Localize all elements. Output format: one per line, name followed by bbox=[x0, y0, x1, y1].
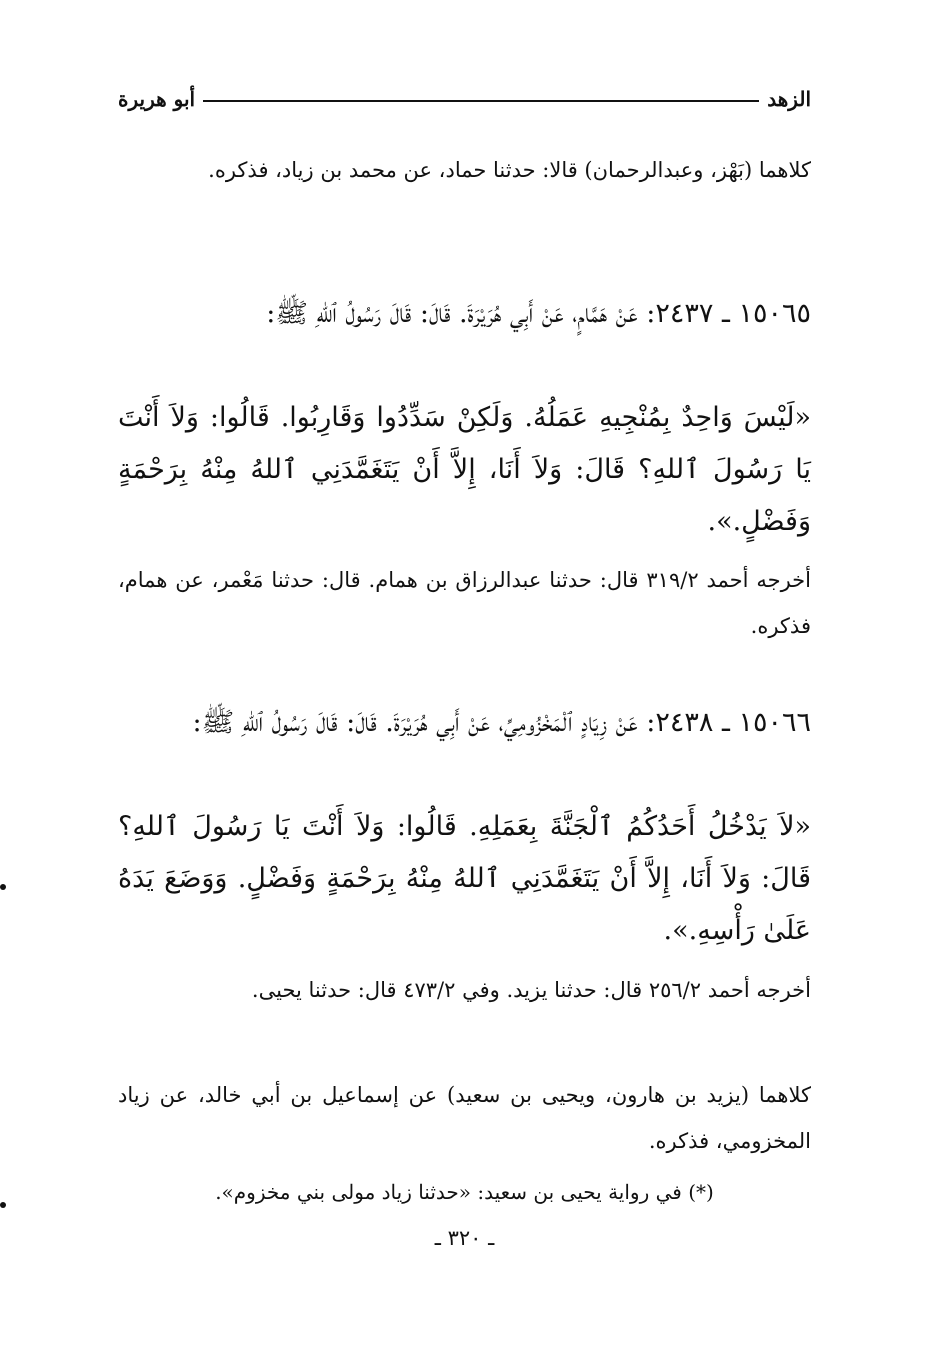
takhrij-15065: أخرجه أحمد ٣١٩/٢ قال: حدثنا عبدالرزاق بن همام. قال: حدثنا مَعْمر، عن همام، فذكره. bbox=[118, 568, 811, 638]
hadith-15065-text: «لَيْسَ وَاحِدٌ بِمُنْجِيهِ عَمَلُهُ. وَلَكِنْ سَدِّدُوا وَقَارِبُوا. قَالُوا: وَلاَ أَنْتَ يَا رَسُولَ ٱللهِ؟ قَالَ: وَلاَ أَنَا، إِلاَّ أَنْ يَتَغَمَّدَنِي ٱللهُ مِنْهُ بِرَحْمَةٍ وَفَضْلٍ.». bbox=[118, 402, 811, 537]
hadith-15066-text: «لاَ يَدْخُلُ أَحَدُكُمُ ٱلْجَنَّةَ بِعَمَلِهِ. قَالُوا: وَلاَ أَنْتَ يَا رَسُولَ ٱللهِ؟ قَالَ: وَلاَ أَنَا، إِلاَّ أَنْ يَتَغَمَّدَنِي ٱللهُ مِنْهُ بِرَحْمَةٍ وَفَضْلٍ. وَوَضَعَ يَدَهُ عَلَىٰ رَأْسِهِ.». bbox=[118, 811, 811, 946]
header-rule bbox=[203, 100, 759, 102]
page-number: ـ ٣٢٠ ـ bbox=[434, 1226, 495, 1250]
scan-speck bbox=[0, 884, 6, 890]
scan-speck bbox=[0, 1202, 6, 1208]
continuation-paragraph: كلاهما (بَهْز، وعبدالرحمان) قالا: حدثنا حماد، عن محمد بن زياد، فذكره. bbox=[208, 158, 811, 182]
takhrij-15066-chain: كلاهما (يزيد بن هارون، ويحيى بن سعيد) عن إسماعيل بن أبي خالد، عن زياد المخزومي، فذكره. bbox=[118, 1083, 811, 1153]
running-header bbox=[118, 86, 811, 112]
hadith-15065-heading: ١٥٠٦٥ ـ ٢٤٣٧: عَنْ هَمَّامٍ، عَنْ أَبِي هُرَيْرَةَ. قَالَ: قَالَ رَسُولُ ٱللهِ ﷺ: bbox=[266, 298, 811, 329]
book-page bbox=[118, 0, 811, 1345]
header-chapter: الزهد bbox=[767, 87, 811, 111]
header-narrator: أبو هريرة bbox=[118, 87, 196, 111]
takhrij-15066: أخرجه أحمد ٢٥٦/٢ قال: حدثنا يزيد. وفي ٤٧٣/٢ قال: حدثنا يحيى. bbox=[251, 978, 811, 1002]
hadith-15066-heading: ١٥٠٦٦ ـ ٢٤٣٨: عَنْ زِيَادٍ ٱلْمَخْزُومِيِّ، عَنْ أَبِي هُرَيْرَةَ. قَالَ: قَالَ رَسُولُ ٱللهِ ﷺ: bbox=[192, 707, 811, 738]
footnote: (*) في رواية يحيى بن سعيد: «حدثنا زياد مولى بني مخزوم». bbox=[215, 1180, 714, 1204]
